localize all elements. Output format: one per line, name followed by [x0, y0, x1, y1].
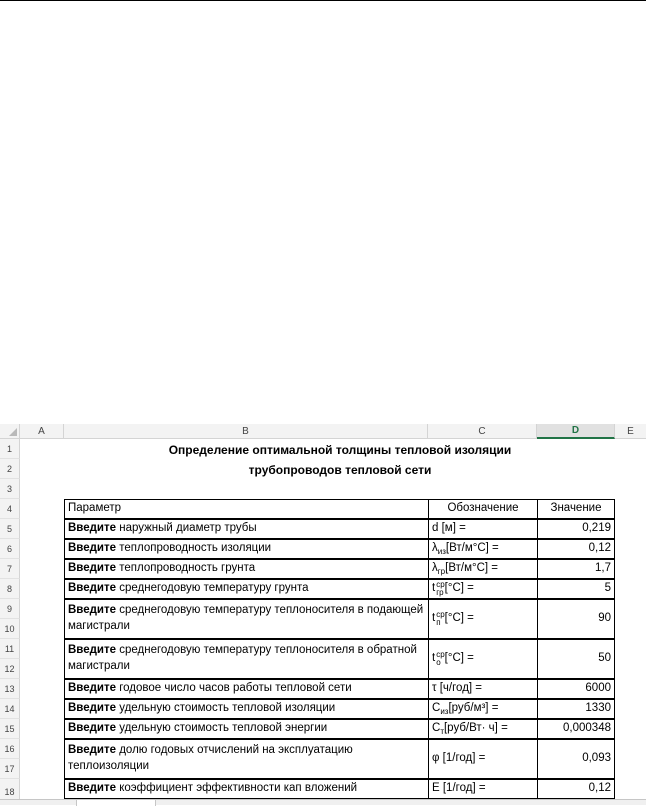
row-header[interactable]: 14	[0, 699, 20, 719]
row-header[interactable]: 6	[0, 539, 20, 559]
symbol-text: Е [1/год] =	[432, 782, 486, 795]
value-cell[interactable]: 0,093	[537, 739, 615, 779]
value-cell[interactable]: 90	[537, 599, 615, 639]
symbol-sub: гр	[437, 566, 446, 576]
param-bold-label: Введите	[68, 722, 117, 735]
symbol-cell[interactable]	[428, 579, 538, 599]
value-cell[interactable]: 6000	[537, 679, 615, 699]
param-bold-label: Введите	[68, 682, 117, 695]
select-all-triangle-icon	[9, 428, 17, 436]
row-header[interactable]: 4	[0, 499, 20, 519]
row-header[interactable]: 17	[0, 759, 20, 779]
symbol-sub: п	[436, 618, 441, 627]
value-cell[interactable]: 5	[537, 579, 615, 599]
symbol-text: τ [ч/год] =	[432, 682, 483, 695]
param-bold-label: Введите	[68, 562, 117, 575]
param-cell[interactable]	[64, 539, 429, 559]
symbol-sub: из	[437, 546, 446, 556]
param-text: среднегодовую температуру грунта	[116, 582, 309, 595]
symbol-main: t	[432, 612, 436, 625]
sheet-tab[interactable]	[76, 800, 156, 806]
symbol-cell[interactable]	[428, 639, 538, 679]
symbol-main: С	[432, 722, 441, 735]
symbol-sup: ср	[436, 650, 445, 659]
symbol-sub: из	[440, 706, 449, 716]
select-all-corner[interactable]	[0, 424, 20, 439]
row-header[interactable]: 9	[0, 599, 20, 619]
symbol-rest: [руб/м³] =	[448, 702, 499, 715]
row-header[interactable]: 3	[0, 479, 20, 499]
row-header[interactable]: 7	[0, 559, 20, 579]
column-header-c[interactable]: C	[428, 424, 537, 439]
symbol-cell[interactable]	[428, 559, 538, 579]
param-cell[interactable]	[64, 779, 429, 799]
symbol-cell[interactable]	[428, 779, 538, 799]
symbol-rest: [°С] =	[444, 652, 474, 665]
symbol-sub: гр	[436, 588, 444, 597]
value-cell[interactable]: 1,7	[537, 559, 615, 579]
param-text: среднегодовую температуру теплоносителя в подающей магистрали	[68, 604, 424, 632]
row-header[interactable]: 1	[0, 439, 20, 459]
row-header[interactable]: 8	[0, 579, 20, 599]
symbol-cell[interactable]	[428, 699, 538, 719]
symbol-cell[interactable]	[428, 739, 538, 779]
param-bold-label: Введите	[68, 522, 117, 535]
spreadsheet-grid	[0, 424, 646, 805]
symbol-text: φ [1/год] =	[432, 752, 486, 765]
param-cell[interactable]	[64, 739, 429, 779]
symbol-cell[interactable]	[428, 679, 538, 699]
sheet-tabs-bar	[0, 799, 646, 805]
value-cell[interactable]: 0,12	[537, 779, 615, 799]
symbol-cell[interactable]	[428, 539, 538, 559]
symbol-sup: ср	[436, 580, 445, 589]
value-cell[interactable]: 0,12	[537, 539, 615, 559]
param-text: долю годовых отчислений на эксплуатацию теплоизоляции	[68, 744, 353, 772]
param-text: удельную стоимость тепловой энергии	[116, 722, 328, 735]
param-cell[interactable]	[64, 639, 429, 679]
row-header[interactable]: 18	[0, 779, 20, 805]
param-bold-label: Введите	[68, 702, 117, 715]
row-header[interactable]: 2	[0, 459, 20, 479]
symbol-rest: [руб/Вт· ч] =	[443, 722, 508, 735]
param-text: коэффициент эффективности кап вложений	[116, 782, 358, 795]
symbol-main: С	[432, 702, 441, 715]
column-header-d[interactable]: D	[537, 424, 615, 439]
param-cell[interactable]	[64, 519, 429, 539]
symbol-sub: т	[440, 726, 444, 736]
param-text: теплопроводность изоляции	[116, 542, 272, 555]
param-cell[interactable]	[64, 579, 429, 599]
param-bold-label: Введите	[68, 644, 117, 657]
symbol-main: λ	[432, 562, 438, 575]
param-bold-label: Введите	[68, 542, 117, 555]
row-header[interactable]: 5	[0, 519, 20, 539]
symbol-rest: [Вт/м°С] =	[445, 562, 498, 575]
row-header[interactable]: 11	[0, 639, 20, 659]
row-header[interactable]: 16	[0, 739, 20, 759]
column-header-b[interactable]: B	[64, 424, 428, 439]
symbol-main: λ	[432, 542, 438, 555]
sheet-title-line1[interactable]: Определение оптимальной толщины тепловой изоляции	[168, 443, 512, 457]
row-header[interactable]: 10	[0, 619, 20, 639]
sheet-title-line2[interactable]: трубопроводов тепловой сети	[248, 463, 432, 477]
param-cell[interactable]	[64, 719, 429, 739]
param-cell[interactable]	[64, 559, 429, 579]
header-value-cell[interactable]: Значение	[537, 499, 615, 519]
param-text: удельную стоимость тепловой изоляции	[116, 702, 336, 715]
top-border-line	[0, 0, 646, 1]
param-text: среднегодовую температуру теплоносителя в обратной магистрали	[68, 644, 417, 672]
param-text: годовое число часов работы тепловой сети	[116, 682, 352, 695]
column-header-a[interactable]: A	[20, 424, 64, 439]
param-cell[interactable]	[64, 599, 429, 639]
value-cell[interactable]: 0,000348	[537, 719, 615, 739]
param-bold-label: Введите	[68, 582, 117, 595]
symbol-main: t	[432, 652, 436, 665]
value-cell[interactable]: 0,219	[537, 519, 615, 539]
symbol-cell[interactable]	[428, 599, 538, 639]
row-header[interactable]: 12	[0, 659, 20, 679]
value-cell[interactable]: 1330	[537, 699, 615, 719]
column-header-e[interactable]: E	[615, 424, 646, 439]
symbol-main: t	[432, 582, 436, 595]
param-cell[interactable]	[64, 679, 429, 699]
param-text: теплопроводность грунта	[116, 562, 256, 575]
header-symbol-cell[interactable]: Обозначение	[428, 499, 538, 519]
symbol-rest: [°С] =	[444, 612, 474, 625]
header-param-cell[interactable]: Параметр	[64, 499, 429, 519]
symbol-sub: о	[436, 658, 441, 667]
value-cell[interactable]: 50	[537, 639, 615, 679]
param-text: наружный диаметр трубы	[116, 522, 257, 535]
param-bold-label: Введите	[68, 744, 117, 757]
symbol-rest: [°С] =	[444, 582, 474, 595]
param-bold-label: Введите	[68, 604, 117, 617]
row-header[interactable]: 15	[0, 719, 20, 739]
symbol-cell[interactable]	[428, 719, 538, 739]
param-cell[interactable]	[64, 699, 429, 719]
row-header[interactable]: 13	[0, 679, 20, 699]
symbol-cell[interactable]	[428, 519, 538, 539]
symbol-sup: ср	[436, 610, 445, 619]
symbol-rest: [Вт/м°С] =	[445, 542, 499, 555]
symbol-text: d [м] =	[432, 522, 466, 535]
param-bold-label: Введите	[68, 782, 117, 795]
